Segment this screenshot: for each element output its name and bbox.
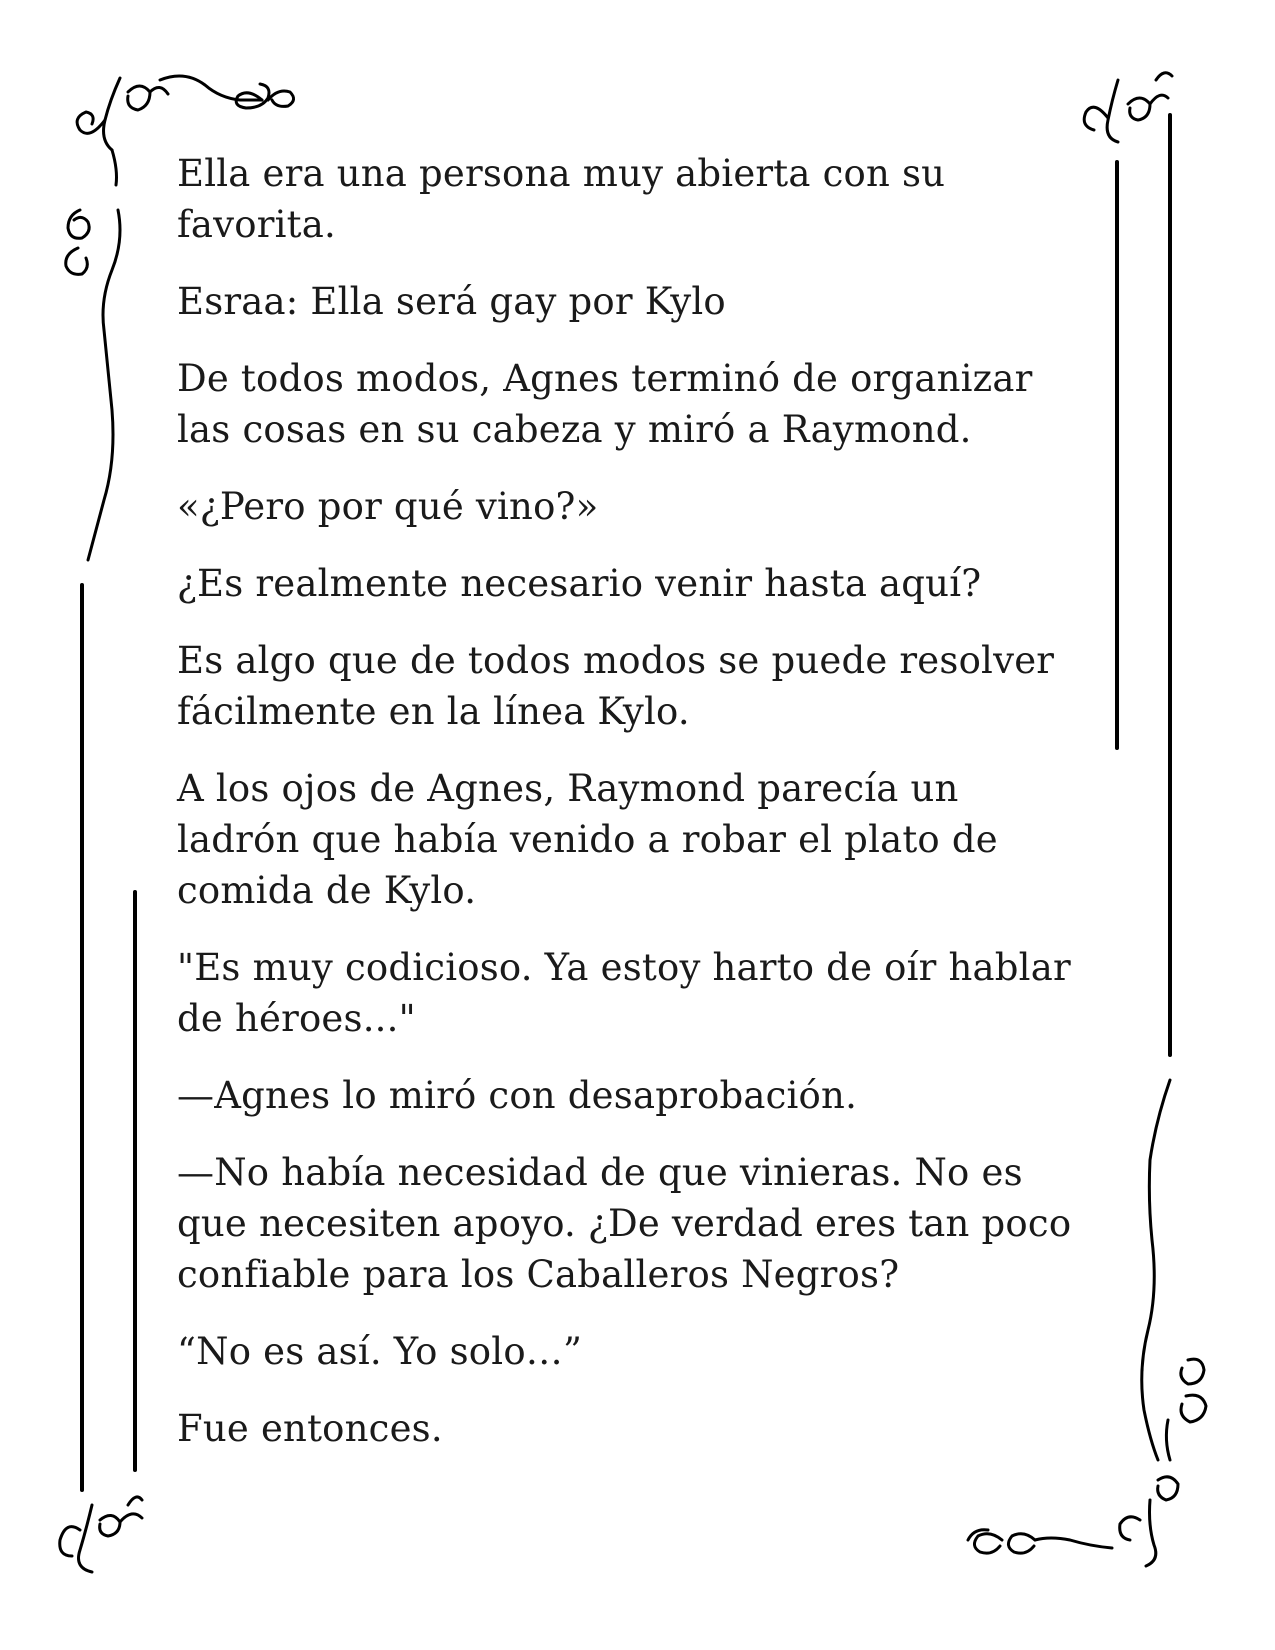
paragraph: Es algo que de todos modos se puede resolver fácilmente en la línea Kylo. (177, 639, 1055, 733)
paragraph: —No había necesidad de que vinieras. No es que necesiten apoyo. ¿De verdad eres tan poco confiable para los Caballeros Negros? (177, 1151, 1072, 1296)
paragraph: A los ojos de Agnes, Raymond parecía un ladrón que había venido a robar el plato de comida de Kylo. (177, 767, 998, 912)
paragraph: Fue entonces. (177, 1407, 443, 1450)
document-body (177, 148, 1097, 1480)
top-right-flourish (1084, 73, 1172, 142)
paragraph: Ella era una persona muy abierta con su favorita. (177, 152, 946, 246)
paragraph: ¿Es realmente necesario venir hasta aquí? (177, 562, 982, 605)
paragraph: Esraa: Ella será gay por Kylo (177, 280, 726, 323)
paragraph: "Es muy codicioso. Ya estoy harto de oír hablar de héroes..." (177, 946, 1071, 1040)
left-upper-swash (88, 210, 120, 560)
bottom-left-flourish (60, 1497, 142, 1572)
right-lower-swash (1142, 1080, 1170, 1460)
paragraph: «¿Pero por qué vino?» (177, 485, 599, 528)
paragraph: De todos modos, Agnes terminó de organizar las cosas en su cabeza y miró a Raymond. (177, 357, 1033, 451)
paragraph: “No es así. Yo solo…” (177, 1330, 583, 1373)
paragraph: —Agnes lo miró con desaprobación. (177, 1074, 858, 1117)
